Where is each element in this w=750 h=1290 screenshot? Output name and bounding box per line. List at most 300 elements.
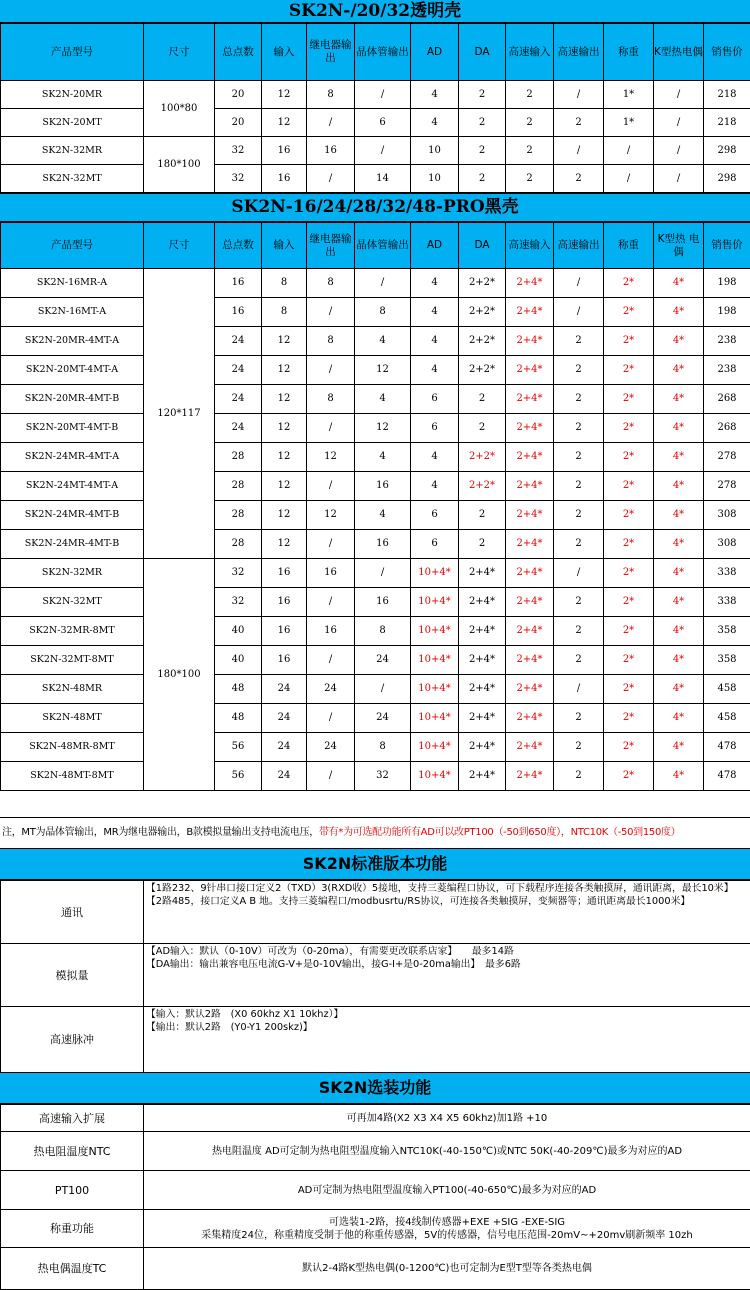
spec-cell: 32 <box>215 559 262 588</box>
spec-cell: 6 <box>411 530 459 559</box>
spec-cell: 2+4* <box>506 501 554 530</box>
std-label-comm: 通讯 <box>1 881 144 944</box>
col-header: 产品型号 <box>1 223 144 269</box>
spec-cell: 198 <box>704 298 750 327</box>
spec-cell: 2 <box>459 81 506 109</box>
spec-cell: 24 <box>355 646 411 675</box>
spec-cell: 4 <box>411 298 459 327</box>
table-row <box>1 109 750 137</box>
spec-cell: 2 <box>554 588 604 617</box>
col-header: 总点数 <box>215 223 262 269</box>
spec-cell: 10+4* <box>411 704 459 733</box>
spec-cell: 48 <box>215 675 262 704</box>
spec-cell: 32 <box>215 165 262 193</box>
spec-cell: / <box>307 414 355 443</box>
spec-cell: 12 <box>262 385 307 414</box>
spec-cell: 4* <box>654 617 704 646</box>
spec-cell: 4 <box>411 81 459 109</box>
spec-cell: 2+2* <box>459 472 506 501</box>
col-header: AD <box>411 223 459 269</box>
spec-cell: 8 <box>307 327 355 356</box>
spec-cell: 8 <box>262 298 307 327</box>
spec-cell: 2 <box>459 414 506 443</box>
col-header: 高速输入 <box>506 24 554 81</box>
model-cell: SK2N-48MR-8MT <box>1 733 144 762</box>
spec-cell: 478 <box>704 762 750 791</box>
opt-label-weigh: 称重功能 <box>1 1210 144 1248</box>
spec-cell: 16 <box>262 588 307 617</box>
spec-cell: 2 <box>554 646 604 675</box>
table-row <box>1 137 750 165</box>
spec-cell: 2 <box>459 501 506 530</box>
table-row <box>1 675 750 704</box>
table-row <box>1 165 750 193</box>
section1-table <box>0 23 750 193</box>
col-header: K型热电偶 <box>654 24 704 81</box>
spec-cell: 4 <box>411 472 459 501</box>
spec-cell: / <box>654 109 704 137</box>
spec-cell: 2 <box>506 81 554 109</box>
spec-cell: 2 <box>554 704 604 733</box>
spec-cell: 4* <box>654 646 704 675</box>
spec-cell: 2 <box>554 385 604 414</box>
spec-cell: 4 <box>355 501 411 530</box>
spec-cell: 10+4* <box>411 675 459 704</box>
spec-cell: 16 <box>355 588 411 617</box>
spec-cell: 298 <box>704 137 750 165</box>
col-header: AD <box>411 24 459 81</box>
model-cell: SK2N-16MR-A <box>1 269 144 298</box>
spec-cell: 14 <box>355 165 411 193</box>
spec-cell: 2+2* <box>459 356 506 385</box>
spec-cell: 218 <box>704 81 750 109</box>
spec-cell: 2* <box>604 646 654 675</box>
footnote <box>0 818 750 849</box>
spec-cell: 8 <box>307 269 355 298</box>
spec-cell: 10+4* <box>411 762 459 791</box>
spec-cell: 2 <box>554 109 604 137</box>
col-header: K型热 电偶 <box>654 223 704 269</box>
spec-cell: 6 <box>411 501 459 530</box>
spec-cell: 358 <box>704 617 750 646</box>
spec-cell: 2+4* <box>506 443 554 472</box>
spec-cell: / <box>554 298 604 327</box>
spec-cell: 298 <box>704 165 750 193</box>
spec-cell: 2+4* <box>506 327 554 356</box>
spec-cell: 218 <box>704 109 750 137</box>
spec-cell: 2* <box>604 443 654 472</box>
spec-cell: 2 <box>459 109 506 137</box>
spec-cell: 2* <box>604 762 654 791</box>
spec-cell: 458 <box>704 704 750 733</box>
spec-cell: 4 <box>355 443 411 472</box>
spec-cell: 2+4* <box>459 646 506 675</box>
spec-cell: 2 <box>554 414 604 443</box>
spec-cell: / <box>654 81 704 109</box>
spec-cell: 10 <box>411 137 459 165</box>
spec-cell: 2+4* <box>506 762 554 791</box>
size-cell: 180*100 <box>144 559 215 791</box>
spec-cell: / <box>307 165 355 193</box>
spec-cell: 2 <box>459 165 506 193</box>
spec-cell: / <box>554 269 604 298</box>
spec-cell: 16 <box>307 559 355 588</box>
spec-cell: 458 <box>704 675 750 704</box>
col-header: 高速输出 <box>554 24 604 81</box>
table-row <box>1 704 750 733</box>
spec-cell: 16 <box>307 137 355 165</box>
spec-cell: 4 <box>355 327 411 356</box>
spec-cell: 2 <box>554 165 604 193</box>
spec-cell: 268 <box>704 414 750 443</box>
spec-cell: / <box>604 165 654 193</box>
spec-cell: 6 <box>411 414 459 443</box>
spec-cell: 56 <box>215 733 262 762</box>
spec-cell: 10+4* <box>411 559 459 588</box>
spec-cell: 12 <box>355 356 411 385</box>
spec-cell: 10+4* <box>411 617 459 646</box>
table-row <box>1 733 750 762</box>
spec-cell: 24 <box>307 733 355 762</box>
spec-cell: 24 <box>262 675 307 704</box>
spec-cell: 2* <box>604 733 654 762</box>
spec-cell: 6 <box>355 109 411 137</box>
spec-cell: 2* <box>604 704 654 733</box>
standard-table <box>0 880 750 1073</box>
model-cell: SK2N-24MT-4MT-A <box>1 472 144 501</box>
table-row <box>1 472 750 501</box>
spec-cell: 10+4* <box>411 733 459 762</box>
spec-cell: 28 <box>215 501 262 530</box>
spec-cell: / <box>307 356 355 385</box>
table-row <box>1 385 750 414</box>
spec-cell: 32 <box>355 762 411 791</box>
spec-cell: 2 <box>506 109 554 137</box>
optional-title: SK2N选装功能 <box>0 1073 750 1104</box>
table-row <box>1 356 750 385</box>
spec-cell: 4* <box>654 443 704 472</box>
spec-cell: 2 <box>554 356 604 385</box>
model-cell: SK2N-32MT <box>1 165 144 193</box>
spec-cell: / <box>307 704 355 733</box>
spec-cell: 2+4* <box>459 559 506 588</box>
spec-cell: 4* <box>654 733 704 762</box>
spec-cell: 2+4* <box>506 356 554 385</box>
spec-cell: 2+4* <box>506 298 554 327</box>
spec-cell: 4 <box>411 327 459 356</box>
spec-cell: 2+4* <box>459 588 506 617</box>
spec-cell: / <box>604 137 654 165</box>
spec-cell: 2* <box>604 356 654 385</box>
spec-cell: 12 <box>262 501 307 530</box>
spec-cell: 2+4* <box>506 559 554 588</box>
spec-cell: 2 <box>506 165 554 193</box>
spec-cell: / <box>307 530 355 559</box>
std-desc-analog <box>144 944 750 1007</box>
spec-cell: 2 <box>554 472 604 501</box>
spec-cell: 2 <box>506 137 554 165</box>
table-row <box>1 559 750 588</box>
spec-cell: 4* <box>654 269 704 298</box>
spec-cell: 2+2* <box>459 269 506 298</box>
spec-cell: 2+4* <box>459 762 506 791</box>
opt-weigh-line1: 可选装1-2路，接4线制传感器+EXE +SIG -EXE-SIG <box>144 1216 750 1229</box>
spec-cell: 16 <box>355 530 411 559</box>
spec-cell: 338 <box>704 588 750 617</box>
spec-cell: 4* <box>654 530 704 559</box>
model-cell: SK2N-20MT-4MT-B <box>1 414 144 443</box>
spec-cell: 4* <box>654 762 704 791</box>
col-header: 晶体管输出 <box>355 24 411 81</box>
spec-cell: 24 <box>262 733 307 762</box>
spec-cell: 4* <box>654 501 704 530</box>
spec-cell: 2* <box>604 675 654 704</box>
spec-cell: / <box>554 675 604 704</box>
spec-cell: 308 <box>704 501 750 530</box>
spec-cell: 28 <box>215 530 262 559</box>
spec-cell: / <box>307 646 355 675</box>
model-cell: SK2N-24MR-4MT-B <box>1 530 144 559</box>
spec-cell: / <box>355 559 411 588</box>
opt-text-weigh <box>144 1210 750 1248</box>
std-line: 【DA输出：输出兼容电压电流G-V+是0-10V输出，接G-I+是0-20ma输出】 最多6路 <box>146 959 748 972</box>
std-label-pulse: 高速脉冲 <box>1 1007 144 1073</box>
spec-cell: 2 <box>554 530 604 559</box>
footnote-optional-text: 带有*为可选配功能所有AD可以改PT100（-50到650度），NTC10K（-50到150度） <box>319 827 680 838</box>
spec-cell: 2* <box>604 327 654 356</box>
spec-cell: 308 <box>704 530 750 559</box>
spec-cell: 2+4* <box>506 385 554 414</box>
spec-cell: 8 <box>355 298 411 327</box>
spacer-row <box>0 791 750 818</box>
spec-cell: 2* <box>604 559 654 588</box>
spec-cell: 16 <box>215 269 262 298</box>
col-header: 尺寸 <box>144 223 215 269</box>
spec-cell: 358 <box>704 646 750 675</box>
spec-cell: 2 <box>554 327 604 356</box>
spec-cell: 16 <box>307 617 355 646</box>
spec-cell: / <box>355 269 411 298</box>
optional-table <box>0 1104 750 1290</box>
table-row <box>1 588 750 617</box>
spec-cell: 2* <box>604 298 654 327</box>
spec-cell: 2+4* <box>459 704 506 733</box>
spec-cell: 8 <box>355 617 411 646</box>
spec-cell: 12 <box>262 443 307 472</box>
spec-cell: 40 <box>215 617 262 646</box>
spec-cell: 12 <box>262 472 307 501</box>
spec-cell: 6 <box>411 385 459 414</box>
spec-cell: 4 <box>411 109 459 137</box>
table-row <box>1 617 750 646</box>
model-cell: SK2N-24MR-4MT-A <box>1 443 144 472</box>
table-row <box>1 646 750 675</box>
spec-cell: 16 <box>262 646 307 675</box>
spec-cell: 12 <box>262 356 307 385</box>
spec-cell: 278 <box>704 472 750 501</box>
model-cell: SK2N-32MR <box>1 559 144 588</box>
col-header: 输入 <box>262 24 307 81</box>
spec-cell: 4* <box>654 385 704 414</box>
col-header: 销售价 <box>704 24 750 81</box>
model-cell: SK2N-48MT <box>1 704 144 733</box>
spec-cell: 4 <box>411 269 459 298</box>
spec-cell: 2* <box>604 472 654 501</box>
spec-cell: 12 <box>262 327 307 356</box>
spec-cell: 238 <box>704 356 750 385</box>
spec-cell: 268 <box>704 385 750 414</box>
spec-cell: 12 <box>262 414 307 443</box>
spec-cell: 2 <box>554 733 604 762</box>
spec-cell: 16 <box>262 137 307 165</box>
spec-cell: 2 <box>554 501 604 530</box>
standard-title: SK2N标准版本功能 <box>0 849 750 880</box>
spec-cell: 2 <box>459 530 506 559</box>
spec-cell: / <box>307 109 355 137</box>
col-header: 产品型号 <box>1 24 144 81</box>
spec-cell: 1* <box>604 109 654 137</box>
spec-cell: 2+4* <box>506 472 554 501</box>
spec-cell: / <box>554 559 604 588</box>
spec-cell: 4* <box>654 472 704 501</box>
spec-cell: 12 <box>307 443 355 472</box>
spec-cell: 2+2* <box>459 443 506 472</box>
spec-cell: / <box>307 588 355 617</box>
size-cell: 100*80 <box>144 81 215 137</box>
spec-cell: 24 <box>355 704 411 733</box>
spec-cell: 2+4* <box>506 414 554 443</box>
spec-cell: 24 <box>215 385 262 414</box>
table-row <box>1 501 750 530</box>
spec-cell: 4* <box>654 559 704 588</box>
model-cell: SK2N-32MR-8MT <box>1 617 144 646</box>
table-row <box>1 81 750 109</box>
spec-cell: 20 <box>215 109 262 137</box>
table-row <box>1 762 750 791</box>
spec-cell: 2+4* <box>459 733 506 762</box>
model-cell: SK2N-20MT <box>1 109 144 137</box>
spec-cell: / <box>307 298 355 327</box>
spec-cell: 2+4* <box>459 617 506 646</box>
col-header: DA <box>459 223 506 269</box>
model-cell: SK2N-48MR <box>1 675 144 704</box>
spec-cell: 2+2* <box>459 327 506 356</box>
spec-cell: 2+4* <box>506 530 554 559</box>
spec-cell: 12 <box>307 501 355 530</box>
model-cell: SK2N-32MR <box>1 137 144 165</box>
opt-weigh-line2: 采集精度24位，称重精度受制于他的称重传感器，5V的传感器，信号电压范围-20mV~+20mv刷新频率 10zh <box>144 1229 750 1242</box>
model-cell: SK2N-20MR-4MT-A <box>1 327 144 356</box>
spec-cell: 32 <box>215 588 262 617</box>
std-desc-comm <box>144 881 750 944</box>
spec-cell: 16 <box>355 472 411 501</box>
std-label-analog: 模拟量 <box>1 944 144 1007</box>
opt-text-hs: 可再加4路(X2 X3 X4 X5 60khz)加1路 +10 <box>144 1105 750 1132</box>
spec-cell: 4* <box>654 356 704 385</box>
opt-text-pt100: AD可定制为热电阻型温度输入PT100(-40-650℃)最多为对应的AD <box>144 1171 750 1210</box>
spec-cell: 2 <box>459 385 506 414</box>
spec-cell: 2* <box>604 501 654 530</box>
section2-title: SK2N-16/24/28/32/48-PRO黑壳 <box>0 193 750 222</box>
spec-cell: / <box>355 675 411 704</box>
spec-cell: 28 <box>215 443 262 472</box>
spec-cell: 4 <box>355 385 411 414</box>
col-header: DA <box>459 24 506 81</box>
std-line: 【AD输入：默认（0-10V）可改为（0-20ma），有需要更改联系店家】 最多14路 <box>146 946 748 959</box>
table-row <box>1 298 750 327</box>
opt-label-hs: 高速输入扩展 <box>1 1105 144 1132</box>
spec-cell: / <box>554 81 604 109</box>
spec-cell: 2+4* <box>506 733 554 762</box>
table-row <box>1 327 750 356</box>
col-header: 输入 <box>262 223 307 269</box>
spec-cell: 16 <box>262 617 307 646</box>
spec-cell: 24 <box>215 327 262 356</box>
spec-cell: 2+4* <box>506 617 554 646</box>
std-line: 【1路232、9针串口接口定义2（TXD）3(RXD收）5接地，支持三菱编程口协议，可下载程序连接各类触摸屏，通讯距离，最长10米】 <box>146 883 748 896</box>
table-row <box>1 414 750 443</box>
spec-cell: 24 <box>215 356 262 385</box>
section2-table <box>0 222 750 791</box>
spec-cell: 4* <box>654 327 704 356</box>
spec-cell: 238 <box>704 327 750 356</box>
spec-cell: 4* <box>654 414 704 443</box>
spec-cell: 28 <box>215 472 262 501</box>
opt-label-pt100: PT100 <box>1 1171 144 1210</box>
col-header: 高速输入 <box>506 223 554 269</box>
col-header: 总点数 <box>215 24 262 81</box>
spec-cell: 24 <box>215 414 262 443</box>
model-cell: SK2N-20MT-4MT-A <box>1 356 144 385</box>
col-header: 晶体管输出 <box>355 223 411 269</box>
spec-cell: / <box>355 137 411 165</box>
std-line: 【输出：默认2路 (Y0-Y1 200skz)】 <box>146 1022 748 1035</box>
spec-cell: 4* <box>654 704 704 733</box>
col-header: 继电器输出 <box>307 223 355 269</box>
spec-cell: 2+2* <box>459 298 506 327</box>
spec-cell: 10 <box>411 165 459 193</box>
spec-cell: 8 <box>355 733 411 762</box>
footnote-text: 注，MT为晶体管输出，MR为继电器输出，B款模拟量输出支持电流电压， <box>2 827 319 838</box>
col-header: 称重 <box>604 223 654 269</box>
spec-cell: 2* <box>604 617 654 646</box>
col-header: 高速输出 <box>554 223 604 269</box>
model-cell: SK2N-20MR-4MT-B <box>1 385 144 414</box>
spec-cell: / <box>554 137 604 165</box>
std-desc-pulse <box>144 1007 750 1073</box>
size-cell: 180*100 <box>144 137 215 193</box>
spec-cell: 56 <box>215 762 262 791</box>
spec-cell: 12 <box>262 109 307 137</box>
spec-cell: 2+4* <box>506 588 554 617</box>
spec-cell: 16 <box>262 559 307 588</box>
spec-cell: 24 <box>307 675 355 704</box>
spec-cell: 2* <box>604 414 654 443</box>
spec-cell: 12 <box>262 530 307 559</box>
spec-cell: 4* <box>654 298 704 327</box>
spec-cell: 4* <box>654 588 704 617</box>
section1-title: SK2N-/20/32透明壳 <box>0 0 750 23</box>
spec-cell: 2+4* <box>506 646 554 675</box>
spec-cell: 48 <box>215 704 262 733</box>
spec-cell: 2 <box>554 443 604 472</box>
model-cell: SK2N-32MT <box>1 588 144 617</box>
col-header: 销售价 <box>704 223 750 269</box>
spec-cell: 478 <box>704 733 750 762</box>
spec-cell: 2+4* <box>506 704 554 733</box>
section2-header-row <box>1 223 750 269</box>
spec-cell: 2* <box>604 588 654 617</box>
